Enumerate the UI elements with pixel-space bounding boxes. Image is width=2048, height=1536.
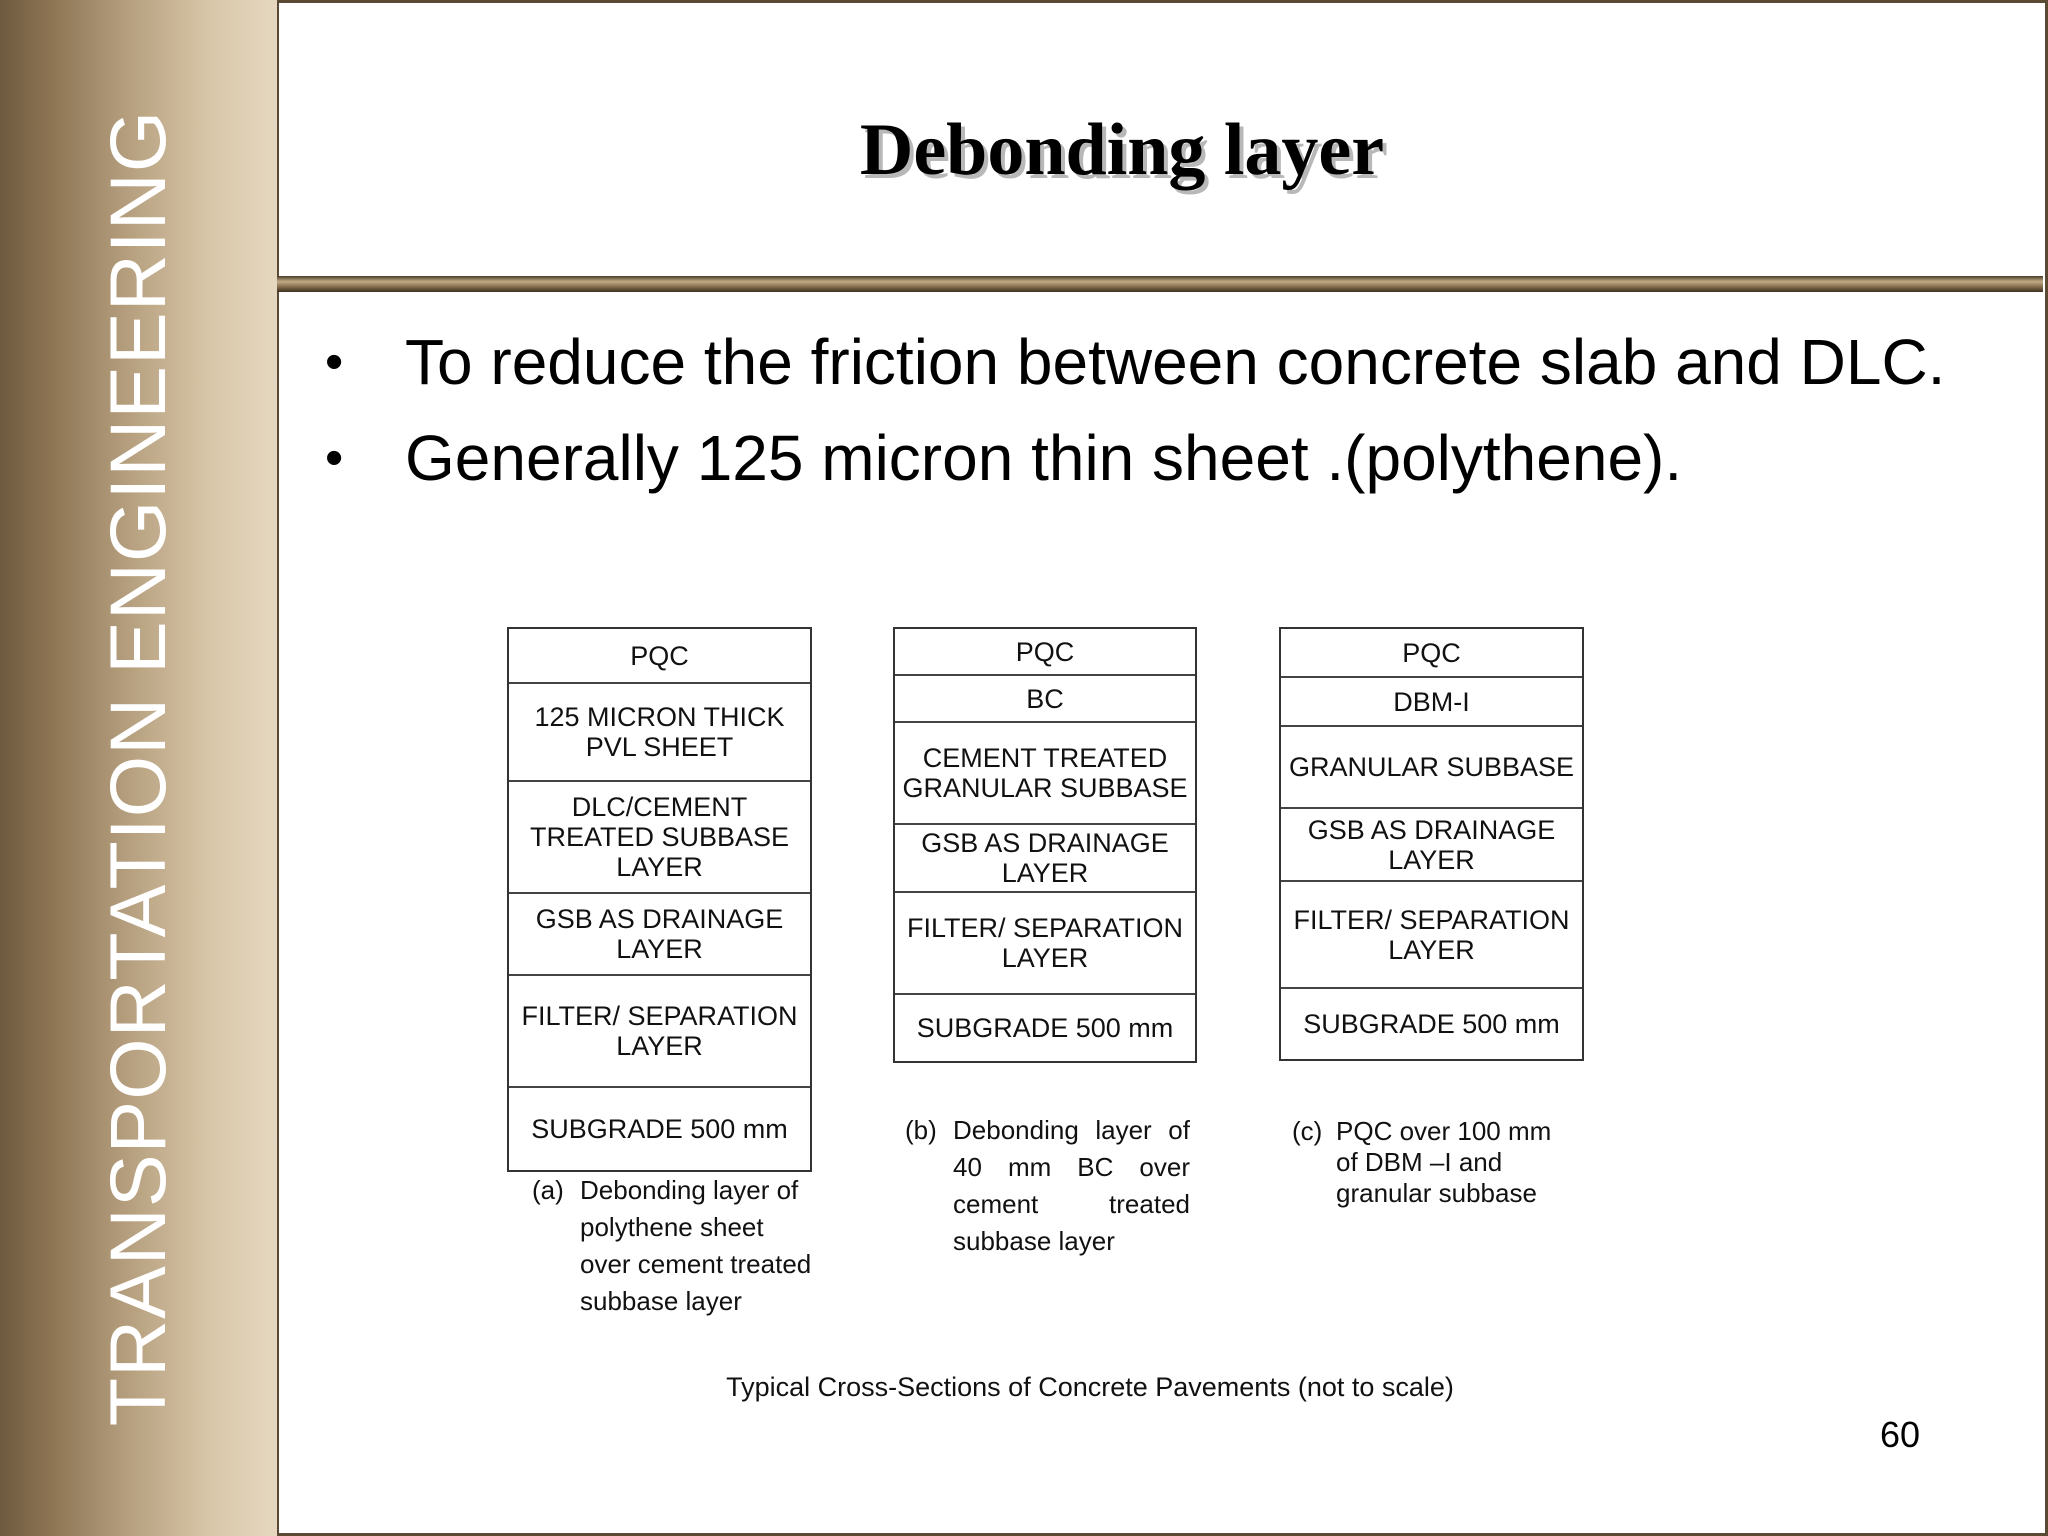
layer-dlc: DLC/CEMENT TREATED SUBBASE LAYER bbox=[509, 782, 810, 894]
cross-section-c bbox=[1279, 627, 1584, 1061]
layer-cement-treated-subbase: CEMENT TREATED GRANULAR SUBBASE bbox=[895, 723, 1195, 825]
page-number: 60 bbox=[1880, 1414, 1921, 1455]
side-banner-title: TRANSPORTATION ENGINEERING bbox=[93, 109, 182, 1427]
slide-title: Debonding layer bbox=[859, 109, 1385, 191]
bullet-text: To reduce the friction between concrete slab and DLC. bbox=[405, 326, 1946, 398]
bullet-list bbox=[325, 320, 1965, 512]
subcaption-label: (c) bbox=[1292, 1116, 1323, 1146]
subcaption-text: Debonding layer of polythene sheet over cement treated subbase layer bbox=[580, 1175, 812, 1316]
frame-top-border bbox=[277, 0, 2048, 3]
layer-bc: BC bbox=[895, 676, 1195, 723]
layer-subgrade: SUBGRADE 500 mm bbox=[916, 1013, 1174, 1043]
layer-debonding-sheet: 125 MICRON THICK PVL SHEET bbox=[509, 684, 810, 782]
bullet-item bbox=[325, 416, 1965, 500]
layer-filter-separation: FILTER/ SEPARATION LAYER bbox=[1281, 882, 1582, 989]
layer-gsb-drainage: GSB AS DRAINAGE LAYER bbox=[509, 894, 810, 976]
layer-gsb-drainage: GSB AS DRAINAGE LAYER bbox=[895, 825, 1195, 893]
title-divider bbox=[277, 276, 2043, 292]
subcaption-text: PQC over 100 mm of DBM –I and granular subbase bbox=[1336, 1116, 1552, 1208]
cross-section-a bbox=[507, 627, 812, 1172]
subcaption-label: (a) bbox=[532, 1175, 564, 1205]
side-banner bbox=[0, 0, 279, 1536]
layer-gsb-drainage: GSB AS DRAINAGE LAYER bbox=[1281, 809, 1582, 882]
layer-subgrade: SUBGRADE 500 mm bbox=[1303, 1009, 1560, 1039]
layer-pqc: PQC bbox=[895, 629, 1195, 676]
layer-subgrade: SUBGRADE 500 mm bbox=[531, 1114, 788, 1144]
subcaption-a bbox=[532, 1172, 812, 1320]
subcaption-label: (b) bbox=[905, 1115, 937, 1145]
cross-section-b bbox=[893, 627, 1197, 1063]
layer-filter-separation: FILTER/ SEPARATION LAYER bbox=[509, 976, 810, 1088]
layer-pqc: PQC bbox=[1281, 629, 1582, 678]
bullet-dot-icon: • bbox=[325, 429, 344, 487]
layer-dbm: DBM-I bbox=[1281, 678, 1582, 727]
figure-caption: Typical Cross-Sections of Concrete Pavements (not to scale) bbox=[726, 1372, 1454, 1402]
bullet-text: Generally 125 micron thin sheet .(polythene). bbox=[405, 422, 1683, 494]
bullet-item bbox=[325, 320, 1965, 404]
layer-pqc: PQC bbox=[509, 629, 810, 684]
subcaption-text: Debonding layer of 40 mm BC over cement treated subbase layer bbox=[953, 1115, 1190, 1256]
subcaption-c bbox=[1292, 1116, 1577, 1209]
layer-filter-separation: FILTER/ SEPARATION LAYER bbox=[895, 893, 1195, 995]
subcaption-b bbox=[905, 1112, 1190, 1260]
layer-granular-subbase: GRANULAR SUBBASE bbox=[1281, 727, 1582, 809]
bullet-dot-icon: • bbox=[325, 333, 344, 391]
